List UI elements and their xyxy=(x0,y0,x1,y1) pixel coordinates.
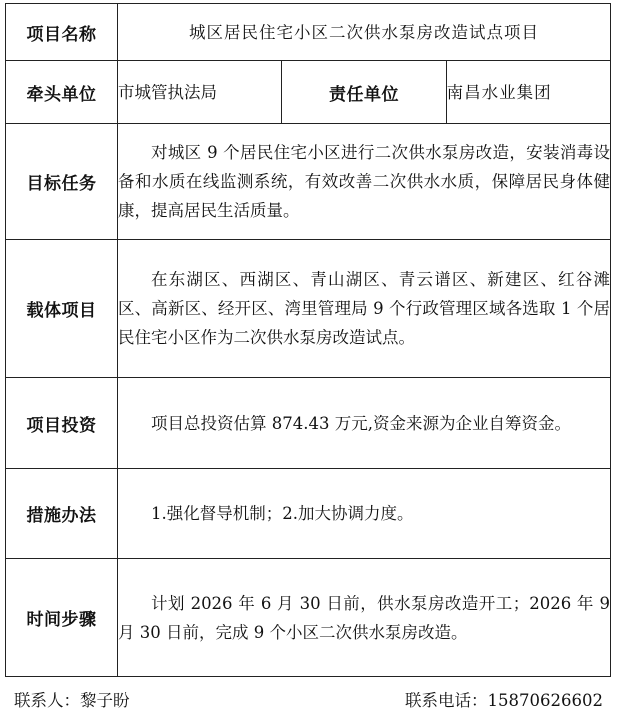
goal-label: 目标任务 xyxy=(6,124,118,240)
lead-unit-value: 市城管执法局 xyxy=(118,61,282,124)
carrier-text: 在东湖区、西湖区、青山湖区、青云谱区、新建区、红谷滩区、高新区、经开区、湾里管理局 9 个行政管理区域各选取 1 个居民住宅小区作为二次供水泵房改造试点。 xyxy=(118,240,611,378)
carrier-label: 载体项目 xyxy=(6,240,118,378)
project-name-value: 城区居民住宅小区二次供水泵房改造试点项目 xyxy=(118,4,611,61)
row-units xyxy=(6,61,611,124)
goal-text: 对城区 9 个居民住宅小区进行二次供水泵房改造，安装消毒设备和水质在线监测系统，有效改善二次供水水质，保障居民身体健康，提高居民生活质量。 xyxy=(118,124,611,240)
contact-phone: 联系电话：15870626602 xyxy=(405,691,603,710)
row-project-name xyxy=(6,4,611,61)
resp-unit-label: 责任单位 xyxy=(282,61,446,124)
schedule-text: 计划 2026 年 6 月 30 日前，供水泵房改造开工；2026 年 9 月 30 日前，完成 9 个小区二次供水泵房改造。 xyxy=(118,559,611,677)
row-carrier xyxy=(6,240,611,378)
resp-unit-value: 南昌水业集团 xyxy=(446,61,610,124)
schedule-label: 时间步骤 xyxy=(6,559,118,677)
lead-unit-label: 牵头单位 xyxy=(6,61,118,124)
investment-text: 项目总投资估算 874.43 万元,资金来源为企业自筹资金。 xyxy=(118,378,611,469)
row-measures xyxy=(6,469,611,559)
row-schedule xyxy=(6,559,611,677)
project-table xyxy=(5,3,611,677)
row-investment xyxy=(6,378,611,469)
row-goal xyxy=(6,124,611,240)
contact-person: 联系人：黎子盼 xyxy=(14,691,130,710)
investment-label: 项目投资 xyxy=(6,378,118,469)
measures-text: 1.强化督导机制；2.加大协调力度。 xyxy=(118,469,611,559)
project-name-label: 项目名称 xyxy=(6,4,118,61)
measures-label: 措施办法 xyxy=(6,469,118,559)
